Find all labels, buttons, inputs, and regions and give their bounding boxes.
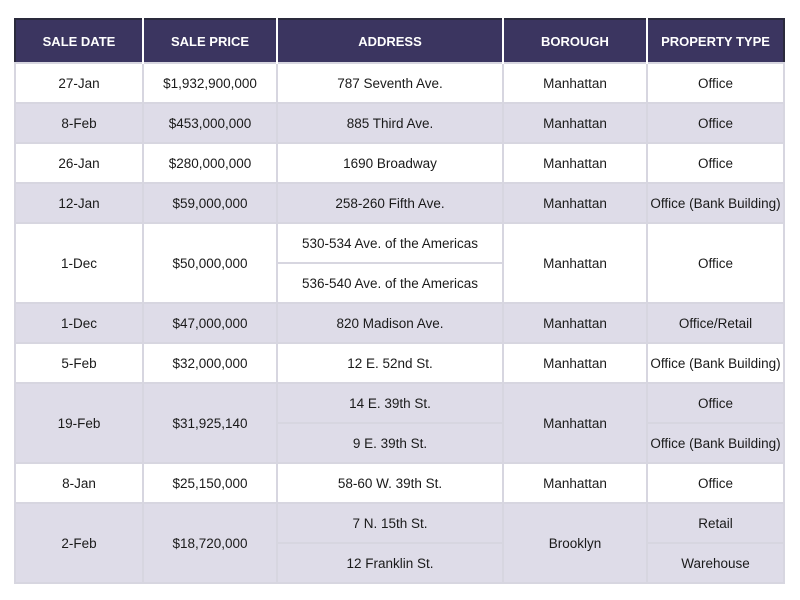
header-borough: BOROUGH [503,19,647,63]
cell-property-type: Office [647,103,784,143]
cell-property-type: Retail [647,503,784,543]
cell-address: 258-260 Fifth Ave. [277,183,503,223]
cell-sale-date: 12-Jan [15,183,143,223]
cell-sale-price: $59,000,000 [143,183,277,223]
cell-sale-price: $1,932,900,000 [143,63,277,103]
cell-address: 12 E. 52nd St. [277,343,503,383]
header-sale-price: SALE PRICE [143,19,277,63]
cell-property-type-secondary: Office (Bank Building) [647,423,784,463]
cell-address: 530-534 Ave. of the Americas [277,223,503,263]
cell-sale-date: 5-Feb [15,343,143,383]
cell-address-secondary: 9 E. 39th St. [277,423,503,463]
cell-borough: Manhattan [503,223,647,303]
cell-sale-price: $32,000,000 [143,343,277,383]
table-row [15,383,784,423]
cell-property-type-secondary: Warehouse [647,543,784,583]
cell-borough: Manhattan [503,383,647,463]
cell-address: 7 N. 15th St. [277,503,503,543]
header-property-type: PROPERTY TYPE [647,19,784,63]
cell-address-secondary: 536-540 Ave. of the Americas [277,263,503,303]
cell-sale-date: 8-Jan [15,463,143,503]
cell-property-type: Office [647,383,784,423]
cell-sale-date: 19-Feb [15,383,143,463]
cell-sale-price: $18,720,000 [143,503,277,583]
table-row [15,343,784,383]
cell-sale-date: 27-Jan [15,63,143,103]
cell-sale-date: 1-Dec [15,303,143,343]
cell-property-type: Office/Retail [647,303,784,343]
cell-borough: Manhattan [503,103,647,143]
cell-borough: Manhattan [503,343,647,383]
cell-sale-price: $47,000,000 [143,303,277,343]
table-row [15,183,784,223]
header-address: ADDRESS [277,19,503,63]
cell-property-type: Office [647,463,784,503]
cell-property-type: Office [647,223,784,303]
cell-property-type: Office (Bank Building) [647,343,784,383]
sales-table [14,18,785,584]
cell-sale-price: $453,000,000 [143,103,277,143]
cell-sale-date: 8-Feb [15,103,143,143]
cell-address: 58-60 W. 39th St. [277,463,503,503]
cell-sale-date: 26-Jan [15,143,143,183]
cell-address: 1690 Broadway [277,143,503,183]
table-row [15,303,784,343]
cell-borough: Manhattan [503,303,647,343]
cell-borough: Manhattan [503,183,647,223]
cell-borough: Manhattan [503,143,647,183]
table-row [15,63,784,103]
cell-property-type: Office (Bank Building) [647,183,784,223]
cell-borough: Manhattan [503,63,647,103]
table-row [15,223,784,263]
table-row [15,463,784,503]
header-sale-date: SALE DATE [15,19,143,63]
cell-sale-date: 1-Dec [15,223,143,303]
cell-address: 885 Third Ave. [277,103,503,143]
cell-property-type: Office [647,143,784,183]
cell-sale-price: $280,000,000 [143,143,277,183]
table-row [15,103,784,143]
table-row [15,503,784,543]
cell-borough: Brooklyn [503,503,647,583]
cell-address-secondary: 12 Franklin St. [277,543,503,583]
header-row [15,19,784,63]
cell-sale-price: $31,925,140 [143,383,277,463]
cell-sale-price: $25,150,000 [143,463,277,503]
table-row [15,143,784,183]
cell-borough: Manhattan [503,463,647,503]
cell-sale-price: $50,000,000 [143,223,277,303]
cell-address: 787 Seventh Ave. [277,63,503,103]
cell-address: 820 Madison Ave. [277,303,503,343]
cell-property-type: Office [647,63,784,103]
cell-sale-date: 2-Feb [15,503,143,583]
cell-address: 14 E. 39th St. [277,383,503,423]
